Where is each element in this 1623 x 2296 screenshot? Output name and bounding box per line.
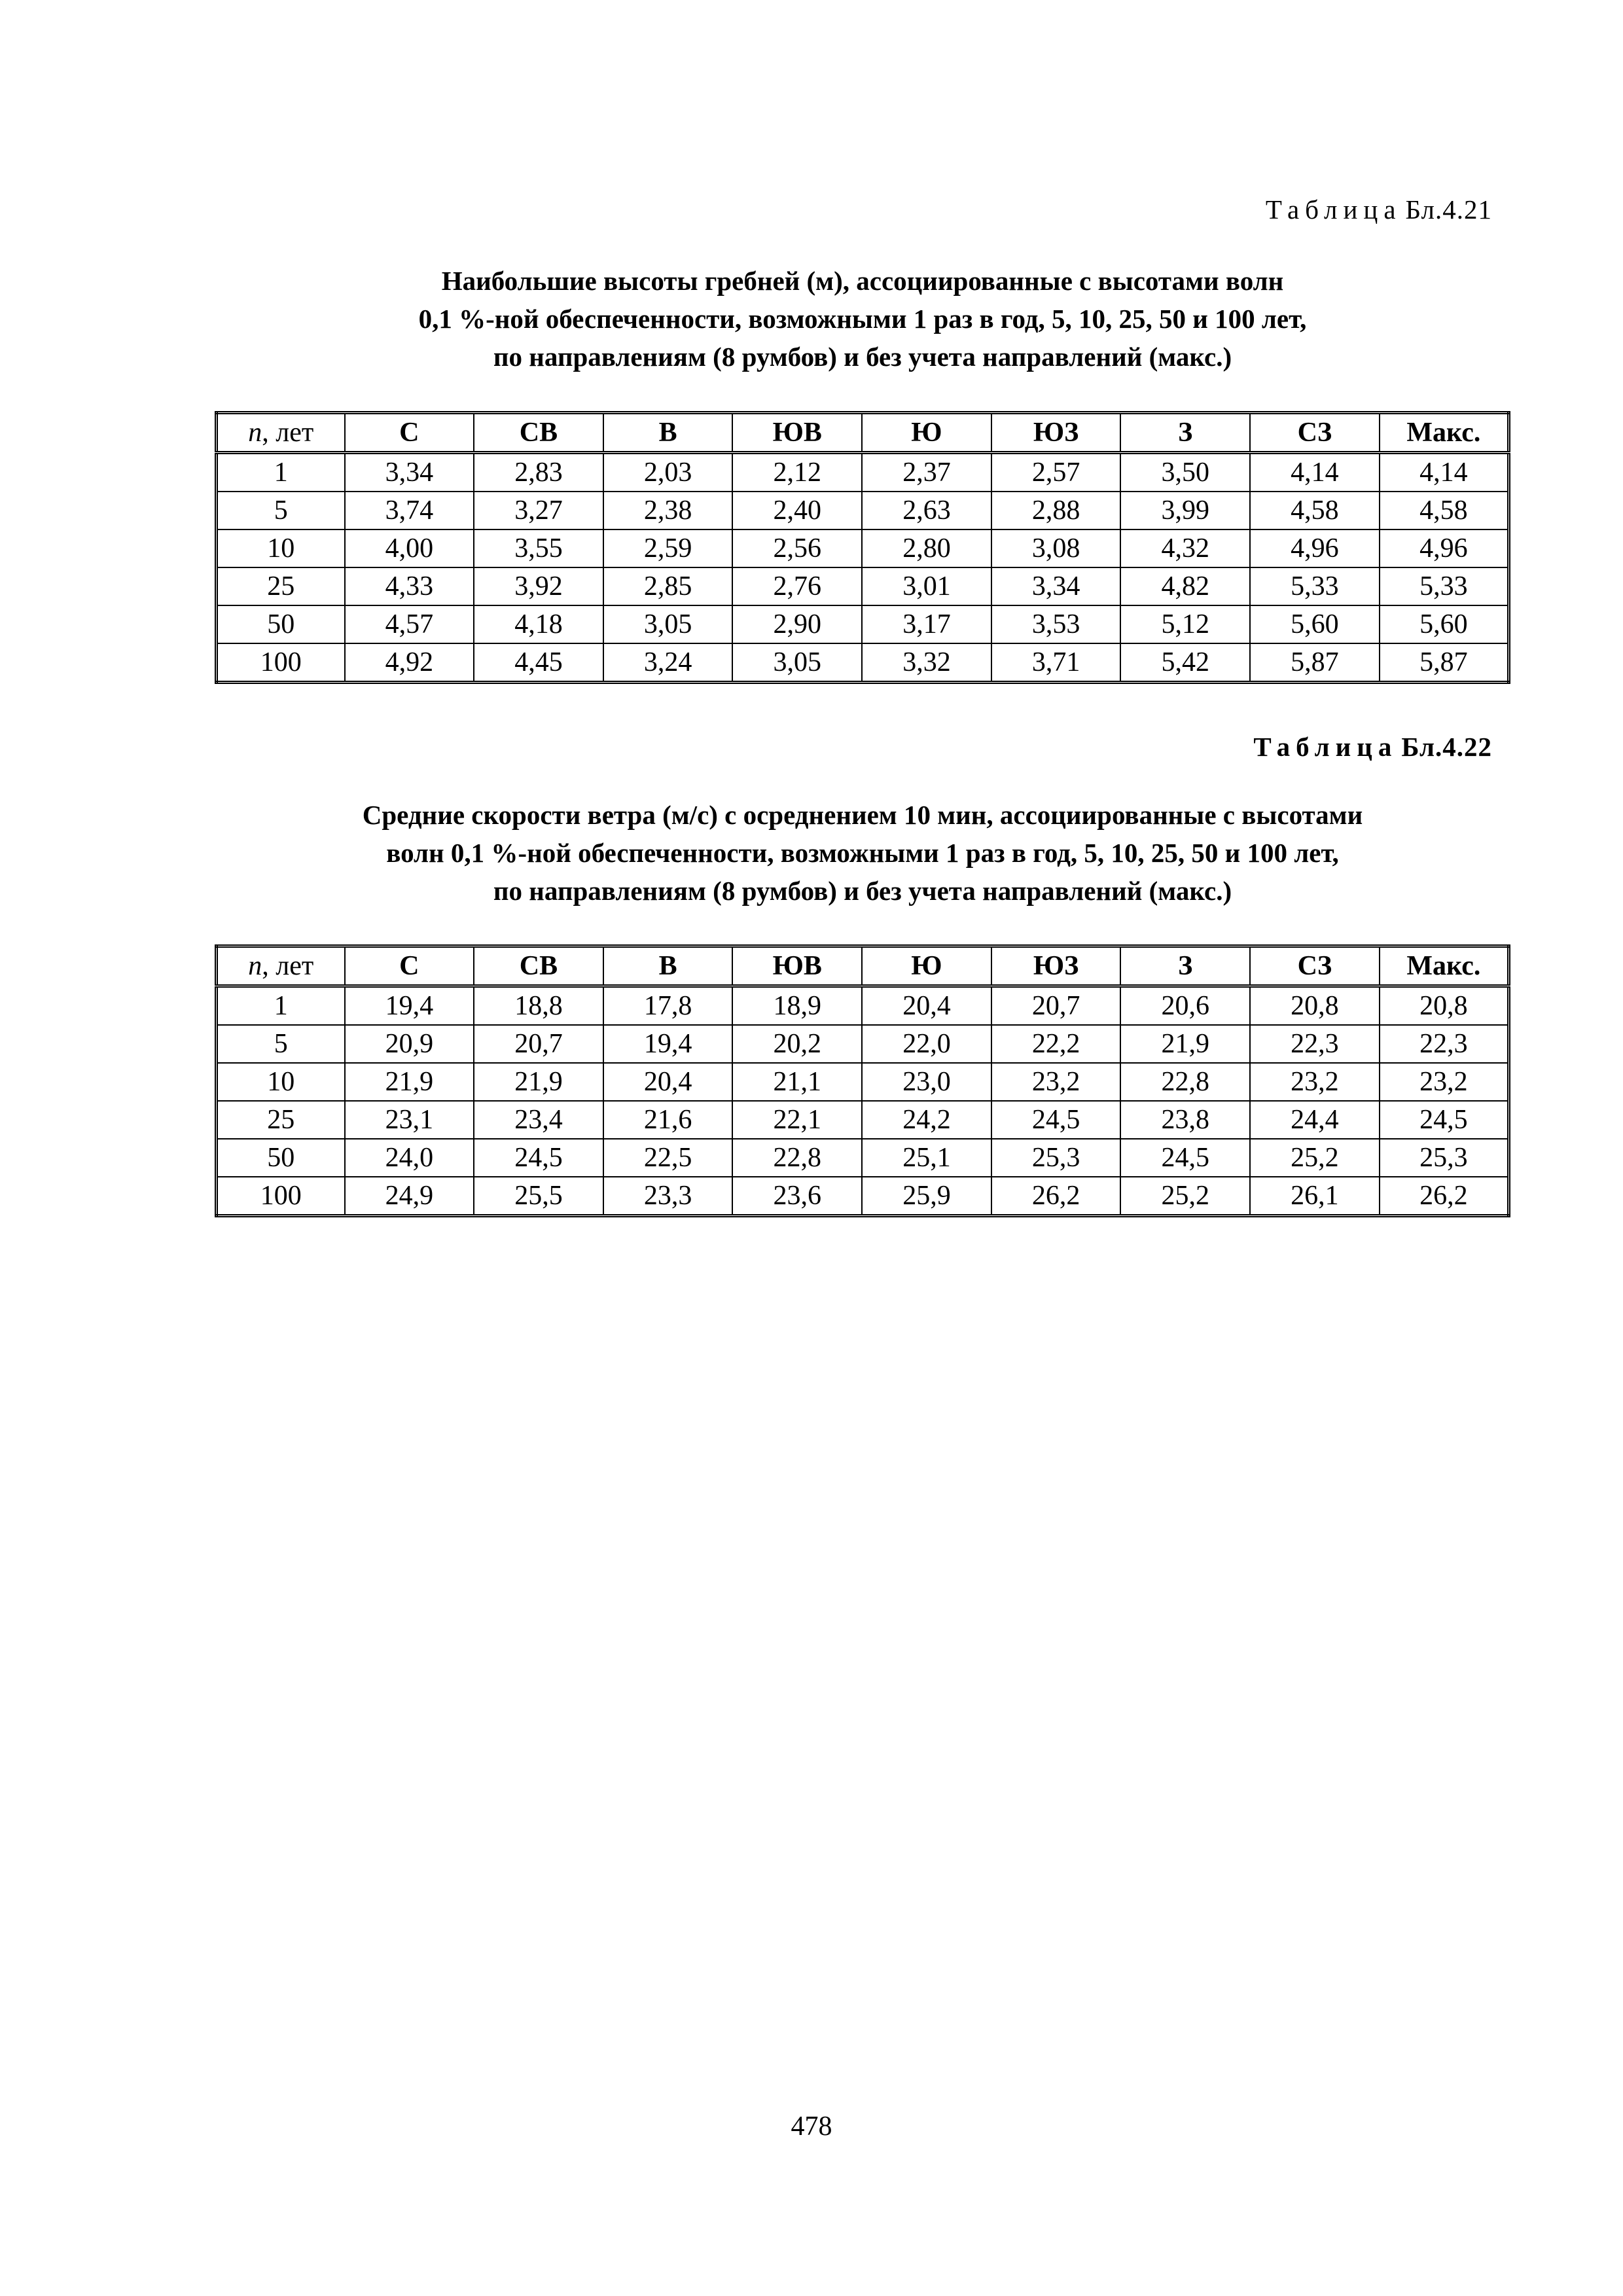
table-1-caption [215,262,1510,376]
table-cell: 25,5 [474,1177,603,1216]
table-cell: 3,17 [862,605,991,643]
table-cell: 20,4 [603,1063,733,1101]
table-cell: 2,37 [862,453,991,492]
table-cell: 23,1 [345,1101,474,1139]
table-cell: 23,2 [1380,1063,1509,1101]
table-cell: 3,08 [991,529,1121,567]
table-cell: 20,2 [732,1025,862,1063]
table-cell: 22,8 [732,1139,862,1177]
table-cell: 3,27 [474,492,603,529]
table-cell: 4,18 [474,605,603,643]
table-cell: 26,2 [991,1177,1121,1216]
row-n-cell: 50 [217,1139,345,1177]
row-n-cell: 10 [217,1063,345,1101]
header-cell: ЮЗ [991,946,1121,986]
table-cell: 24,5 [474,1139,603,1177]
table-cell: 23,0 [862,1063,991,1101]
table-cell: 23,2 [1250,1063,1380,1101]
header-cell: В [603,413,733,453]
table-cell: 25,2 [1120,1177,1250,1216]
table-cell: 18,8 [474,986,603,1026]
table-cell: 2,90 [732,605,862,643]
table-cell: 2,80 [862,529,991,567]
table-cell: 18,9 [732,986,862,1026]
table-cell: 21,9 [345,1063,474,1101]
table-row [217,492,1509,529]
table-2-caption-line: Средние скорости ветра (м/с) с осреднением 10 мин, ассоциированные с высотами [362,800,1363,830]
table-cell: 4,00 [345,529,474,567]
table-cell: 4,58 [1380,492,1509,529]
table-cell: 26,2 [1380,1177,1509,1216]
table-cell: 3,24 [603,643,733,683]
table-cell: 4,45 [474,643,603,683]
row-n-cell: 5 [217,492,345,529]
header-cell: СВ [474,413,603,453]
table-cell: 25,3 [1380,1139,1509,1177]
header-cell: В [603,946,733,986]
header-cell-n-years [217,946,345,986]
header-cell: СЗ [1250,946,1380,986]
table-2-label-id: Бл.4.22 [1401,732,1492,762]
table-cell: 20,8 [1380,986,1509,1026]
table-2-caption-line: волн 0,1 %-ной обеспеченности, возможными 1 раз в год, 5, 10, 25, 50 и 100 лет, [386,838,1339,868]
table-cell: 24,5 [1120,1139,1250,1177]
table-1-caption-line: Наибольшие высоты гребней (м), ассоциированные с высотами волн [441,266,1284,296]
table-cell: 4,96 [1250,529,1380,567]
table-cell: 4,82 [1120,567,1250,605]
table-1-label [1266,194,1492,225]
header-cell: Ю [862,946,991,986]
header-n-unit: , лет [262,951,314,981]
table-2-label [1253,731,1492,762]
table-cell: 20,8 [1250,986,1380,1026]
table-cell: 23,4 [474,1101,603,1139]
table-row [217,643,1509,683]
table-cell: 5,33 [1250,567,1380,605]
table-cell: 3,34 [345,453,474,492]
table-cell: 2,83 [474,453,603,492]
table-cell: 3,53 [991,605,1121,643]
header-cell: ЮЗ [991,413,1121,453]
table-cell: 3,01 [862,567,991,605]
table-2-caption-line: по направлениям (8 румбов) и без учета направлений (макс.) [493,876,1232,906]
table-cell: 26,1 [1250,1177,1380,1216]
row-n-cell: 5 [217,1025,345,1063]
table-cell: 22,3 [1250,1025,1380,1063]
table-cell: 24,2 [862,1101,991,1139]
table-2-caption [215,796,1510,910]
table-row [217,1063,1509,1101]
table-cell: 4,14 [1250,453,1380,492]
table-cell: 20,7 [991,986,1121,1026]
table-cell: 2,03 [603,453,733,492]
table-cell: 5,87 [1380,643,1509,683]
table-row [217,1101,1509,1139]
table-cell: 4,58 [1250,492,1380,529]
header-cell: З [1120,946,1250,986]
row-n-cell: 100 [217,1177,345,1216]
row-n-cell: 25 [217,567,345,605]
table-cell: 3,55 [474,529,603,567]
table-cell: 20,6 [1120,986,1250,1026]
page-number: 478 [791,2111,832,2142]
header-cell: СВ [474,946,603,986]
table-row [217,567,1509,605]
table-cell: 24,5 [1380,1101,1509,1139]
table-cell: 2,59 [603,529,733,567]
table-cell: 23,8 [1120,1101,1250,1139]
table-cell: 22,2 [991,1025,1121,1063]
table-cell: 3,05 [603,605,733,643]
table-cell: 4,92 [345,643,474,683]
table-cell: 17,8 [603,986,733,1026]
table-cell: 25,1 [862,1139,991,1177]
table-cell: 3,32 [862,643,991,683]
table-cell: 24,9 [345,1177,474,1216]
header-cell: ЮВ [732,946,862,986]
table-cell: 2,88 [991,492,1121,529]
header-cell: З [1120,413,1250,453]
table-2 [215,944,1510,1217]
table-cell: 24,4 [1250,1101,1380,1139]
table-cell: 2,57 [991,453,1121,492]
table-cell: 2,63 [862,492,991,529]
header-cell: Ю [862,413,991,453]
header-cell-n-years [217,413,345,453]
table-cell: 3,34 [991,567,1121,605]
table-cell: 3,99 [1120,492,1250,529]
table-cell: 4,33 [345,567,474,605]
table-row [217,986,1509,1026]
table-cell: 2,38 [603,492,733,529]
table-cell: 2,12 [732,453,862,492]
table-cell: 24,5 [991,1101,1121,1139]
table-1-caption-line: по направлениям (8 румбов) и без учета направлений (макс.) [493,342,1232,372]
table-row [217,1139,1509,1177]
table-cell: 4,32 [1120,529,1250,567]
table-cell: 2,56 [732,529,862,567]
table-cell: 5,87 [1250,643,1380,683]
table-cell: 21,6 [603,1101,733,1139]
table-cell: 2,76 [732,567,862,605]
table-cell: 22,8 [1120,1063,1250,1101]
header-cell: СЗ [1250,413,1380,453]
table-1-label-word: Таблица [1265,194,1402,224]
row-n-cell: 10 [217,529,345,567]
header-n-symbol: n [248,951,262,981]
table-cell: 5,60 [1250,605,1380,643]
header-cell: С [345,413,474,453]
header-n-unit: , лет [262,418,314,448]
header-cell: С [345,946,474,986]
table-header-row [217,946,1509,986]
table-2-label-word: Таблица [1253,732,1398,762]
row-n-cell: 1 [217,986,345,1026]
table-cell: 22,1 [732,1101,862,1139]
row-n-cell: 1 [217,453,345,492]
table-cell: 20,7 [474,1025,603,1063]
header-cell: Макс. [1380,413,1509,453]
table-cell: 23,6 [732,1177,862,1216]
table-cell: 25,3 [991,1139,1121,1177]
table-cell: 3,50 [1120,453,1250,492]
row-n-cell: 50 [217,605,345,643]
table-cell: 21,9 [1120,1025,1250,1063]
header-n-symbol: n [248,418,262,448]
table-cell: 3,74 [345,492,474,529]
table-cell: 22,5 [603,1139,733,1177]
table-cell: 5,12 [1120,605,1250,643]
table-cell: 24,0 [345,1139,474,1177]
header-cell: ЮВ [732,413,862,453]
table-cell: 23,2 [991,1063,1121,1101]
table-row [217,605,1509,643]
table-cell: 3,05 [732,643,862,683]
table-cell: 25,2 [1250,1139,1380,1177]
table-cell: 4,57 [345,605,474,643]
table-cell: 3,71 [991,643,1121,683]
row-n-cell: 100 [217,643,345,683]
table-cell: 22,0 [862,1025,991,1063]
table-cell: 22,3 [1380,1025,1509,1063]
table-cell: 4,96 [1380,529,1509,567]
table-row [217,1177,1509,1216]
table-cell: 19,4 [603,1025,733,1063]
table-row [217,453,1509,492]
table-row [217,529,1509,567]
table-1 [215,411,1510,684]
table-cell: 20,4 [862,986,991,1026]
table-row [217,1025,1509,1063]
table-1-caption-line: 0,1 %-ной обеспеченности, возможными 1 раз в год, 5, 10, 25, 50 и 100 лет, [418,304,1307,334]
header-cell: Макс. [1380,946,1509,986]
row-n-cell: 25 [217,1101,345,1139]
table-1-label-id: Бл.4.21 [1405,194,1492,224]
table-cell: 21,9 [474,1063,603,1101]
table-cell: 5,33 [1380,567,1509,605]
table-cell: 19,4 [345,986,474,1026]
table-cell: 3,92 [474,567,603,605]
table-cell: 23,3 [603,1177,733,1216]
table-cell: 25,9 [862,1177,991,1216]
table-cell: 21,1 [732,1063,862,1101]
table-cell: 5,42 [1120,643,1250,683]
table-cell: 2,85 [603,567,733,605]
table-cell: 20,9 [345,1025,474,1063]
table-header-row [217,413,1509,453]
table-cell: 4,14 [1380,453,1509,492]
table-cell: 5,60 [1380,605,1509,643]
table-cell: 2,40 [732,492,862,529]
